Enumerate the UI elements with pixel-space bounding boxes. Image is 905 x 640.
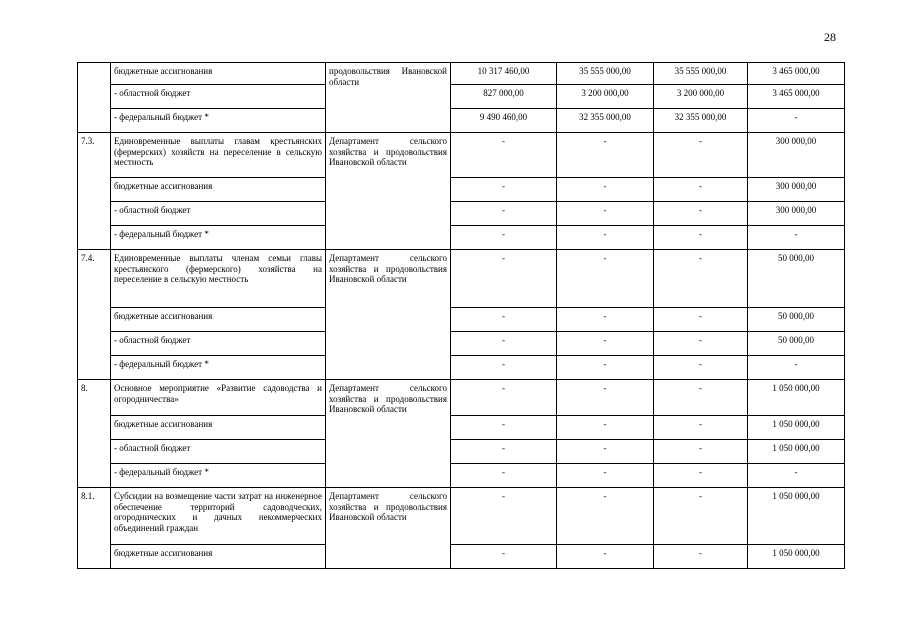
cell-value: 50 000,00 — [748, 308, 845, 332]
cell-value: - — [557, 356, 654, 380]
cell-value: 10 317 460,00 — [451, 63, 557, 85]
table-row — [78, 380, 845, 416]
row-description: - областной бюджет — [111, 332, 326, 356]
cell-value: 32 355 000,00 — [654, 109, 748, 133]
cell-value: - — [557, 488, 654, 545]
cell-value: - — [451, 545, 557, 569]
row-description: - областной бюджет — [111, 440, 326, 464]
cell-value: - — [451, 308, 557, 332]
row-number: 8.1. — [78, 488, 111, 569]
cell-value: - — [654, 545, 748, 569]
cell-value: 827 000,00 — [451, 85, 557, 109]
table-row — [78, 464, 845, 488]
page-number: 28 — [824, 30, 836, 44]
row-description: - федеральный бюджет * — [111, 356, 326, 380]
cell-value: - — [451, 464, 557, 488]
row-description: Единовременные выплаты членам семьи главы крестьянского (фермерского) хозяйства на переселение в сельскую местность — [111, 250, 326, 308]
row-number: 7.4. — [78, 250, 111, 380]
table-row — [78, 356, 845, 380]
row-description: бюджетные ассигнования — [111, 545, 326, 569]
cell-value: 50 000,00 — [748, 332, 845, 356]
cell-value: 9 490 460,00 — [451, 109, 557, 133]
cell-value: - — [654, 133, 748, 178]
row-department: Департамент сельского хозяйства и продовольствия Ивановской области — [326, 133, 451, 250]
cell-value: - — [451, 488, 557, 545]
cell-value: 35 555 000,00 — [654, 63, 748, 85]
table-row — [78, 488, 845, 545]
row-description: Единовременные выплаты главам крестьянских (фермерских) хозяйств на переселение в сельскую местность — [111, 133, 326, 178]
cell-value: - — [557, 440, 654, 464]
cell-value: - — [451, 202, 557, 226]
cell-value: - — [557, 250, 654, 308]
cell-value: 50 000,00 — [748, 250, 845, 308]
cell-value: - — [557, 133, 654, 178]
row-description: Субсидии на возмещение части затрат на инженерное обеспечение территорий садоводческих, огороднических и дачных некоммерческих объединений граждан — [111, 488, 326, 545]
table-row — [78, 202, 845, 226]
cell-value: - — [451, 178, 557, 202]
table-row — [78, 63, 845, 85]
cell-value: - — [451, 416, 557, 440]
row-description: - федеральный бюджет * — [111, 226, 326, 250]
row-description: - федеральный бюджет * — [111, 464, 326, 488]
cell-value: - — [654, 202, 748, 226]
cell-value: - — [654, 416, 748, 440]
cell-value: 32 355 000,00 — [557, 109, 654, 133]
table-row — [78, 250, 845, 308]
row-department: Департамент сельского хозяйства и продовольствия Ивановской области — [326, 488, 451, 569]
table-row — [78, 226, 845, 250]
cell-value: - — [451, 356, 557, 380]
row-description: - областной бюджет — [111, 85, 326, 109]
row-description: - федеральный бюджет * — [111, 109, 326, 133]
cell-value: 1 050 000,00 — [748, 380, 845, 416]
cell-value: - — [748, 226, 845, 250]
table-row — [78, 85, 845, 109]
row-department: Департамент сельского хозяйства и продовольствия Ивановской области — [326, 250, 451, 380]
cell-value: - — [654, 178, 748, 202]
cell-value: - — [451, 332, 557, 356]
row-description: - областной бюджет — [111, 202, 326, 226]
cell-value: - — [557, 380, 654, 416]
cell-value: - — [451, 133, 557, 178]
cell-value: - — [654, 380, 748, 416]
cell-value: - — [654, 440, 748, 464]
cell-value: - — [451, 250, 557, 308]
cell-value: - — [748, 356, 845, 380]
cell-value: 1 050 000,00 — [748, 488, 845, 545]
cell-value: - — [654, 356, 748, 380]
row-number: 8. — [78, 380, 111, 488]
row-description: бюджетные ассигнования — [111, 178, 326, 202]
row-description: Основное мероприятие «Развитие садоводства и огородничества» — [111, 380, 326, 416]
cell-value: - — [557, 226, 654, 250]
cell-value: 3 465 000,00 — [748, 85, 845, 109]
table-row — [78, 545, 845, 569]
cell-value: 3 200 000,00 — [654, 85, 748, 109]
cell-value: - — [557, 416, 654, 440]
cell-value: - — [748, 109, 845, 133]
cell-value: - — [654, 226, 748, 250]
cell-value: - — [557, 308, 654, 332]
table-row — [78, 178, 845, 202]
cell-value: 3 465 000,00 — [748, 63, 845, 85]
cell-value: - — [451, 440, 557, 464]
row-description: бюджетные ассигнования — [111, 416, 326, 440]
cell-value: 3 200 000,00 — [557, 85, 654, 109]
cell-value: 300 000,00 — [748, 133, 845, 178]
table-row — [78, 133, 845, 178]
cell-value: - — [557, 202, 654, 226]
cell-value: - — [557, 545, 654, 569]
table-row — [78, 440, 845, 464]
cell-value: - — [451, 380, 557, 416]
cell-value: - — [748, 464, 845, 488]
table-row — [78, 109, 845, 133]
cell-value: 300 000,00 — [748, 178, 845, 202]
cell-value: 300 000,00 — [748, 202, 845, 226]
row-number: 7.3. — [78, 133, 111, 250]
cell-value: 1 050 000,00 — [748, 416, 845, 440]
cell-value: - — [557, 464, 654, 488]
table-row — [78, 332, 845, 356]
cell-value: - — [557, 178, 654, 202]
cell-value: 35 555 000,00 — [557, 63, 654, 85]
row-department: продовольствия Ивановской области — [326, 63, 451, 133]
budget-table — [77, 62, 845, 569]
cell-value: 1 050 000,00 — [748, 545, 845, 569]
cell-value: 1 050 000,00 — [748, 440, 845, 464]
row-department: Департамент сельского хозяйства и продовольствия Ивановской области — [326, 380, 451, 488]
cell-value: - — [557, 332, 654, 356]
table-row — [78, 416, 845, 440]
cell-value: - — [654, 308, 748, 332]
cell-value: - — [654, 250, 748, 308]
cell-value: - — [451, 226, 557, 250]
row-description: бюджетные ассигнования — [111, 63, 326, 85]
cell-value: - — [654, 332, 748, 356]
row-description: бюджетные ассигнования — [111, 308, 326, 332]
row-number — [78, 63, 111, 133]
cell-value: - — [654, 464, 748, 488]
cell-value: - — [654, 488, 748, 545]
table-row — [78, 308, 845, 332]
